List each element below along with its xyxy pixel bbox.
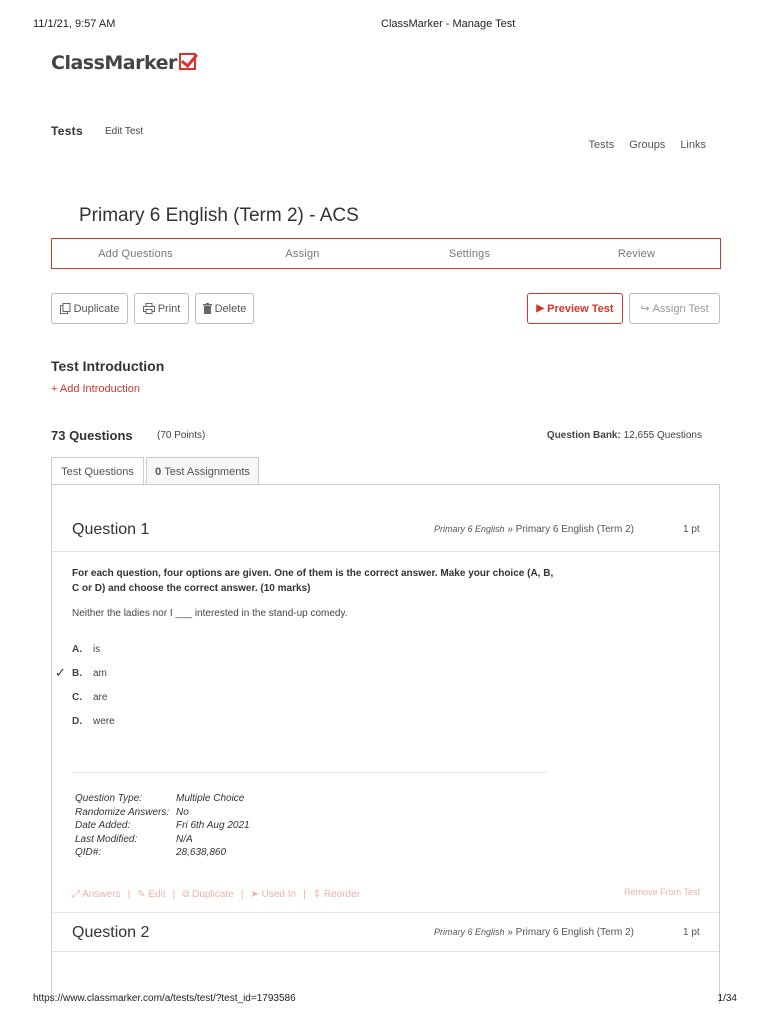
sort-icon: ⇕ (312, 889, 322, 900)
option-letter: C. (72, 692, 82, 703)
action-divider: | (172, 889, 176, 900)
page-title: Primary 6 English (Term 2) - ACS (79, 205, 359, 226)
meta-value: 28,638,860 (176, 847, 227, 858)
top-link-links[interactable]: Links (680, 139, 706, 151)
total-points: (70 Points) (157, 430, 206, 441)
tab-test-questions-label: Test Questions (61, 466, 134, 478)
category-separator: » (507, 927, 513, 938)
print-button[interactable] (134, 293, 189, 324)
breadcrumb-edit-test[interactable]: Edit Test (105, 126, 144, 137)
play-icon: ▶ (536, 303, 545, 314)
meta-key: Randomize Answers: (75, 806, 170, 818)
question-2-category-parent: Primary 6 English (434, 927, 505, 937)
question-bank[interactable] (547, 430, 702, 441)
question-bank-value: 12,655 Questions (623, 430, 702, 441)
question-1-actions (72, 889, 360, 900)
meta-row (75, 846, 250, 860)
meta-row (75, 819, 250, 833)
duplicate-action[interactable] (182, 889, 234, 900)
delete-button[interactable] (195, 293, 254, 324)
divider (72, 772, 547, 773)
correct-checkmark-icon: ✓ (55, 665, 66, 680)
meta-key: Question Type: (75, 793, 143, 804)
question-1-category-parent: Primary 6 English (434, 524, 505, 534)
printer-icon (143, 303, 155, 314)
question-bank-label: Question Bank: (546, 430, 621, 441)
option-d (72, 716, 115, 727)
share-arrow-icon: ↪ (640, 303, 650, 315)
meta-value: Multiple Choice (176, 793, 245, 804)
option-letter: D. (72, 716, 82, 727)
option-text: am (93, 668, 107, 679)
question-1-instruction: For each question, four options are given. One of them is the correct answer. Make your choice (A, B, C or D) and choose the correct answer. (10 marks) (72, 568, 554, 594)
footer-url: https://www.classmarker.com/a/tests/test/?test_id=1793586 (33, 993, 296, 1004)
trash-icon (203, 303, 212, 314)
option-b (72, 668, 107, 679)
top-link-tests[interactable]: Tests (588, 139, 615, 151)
question-count: 73 Questions (51, 428, 133, 443)
duplicate-label: Duplicate (73, 302, 120, 315)
print-datetime: 11/1/21, 9:57 AM (33, 18, 116, 30)
step-review[interactable]: Review (617, 247, 656, 260)
remove-from-test-link[interactable]: Remove From Test (624, 887, 700, 897)
action-divider: | (127, 889, 131, 900)
tab-test-assignments-label: Test Assignments (164, 465, 250, 478)
pencil-icon: ⤢ (72, 889, 80, 900)
logo-text: ClassMarker (51, 52, 177, 74)
option-text: is (93, 644, 101, 655)
action-divider: | (240, 889, 244, 900)
category-separator: » (507, 524, 513, 535)
answers-label: Answers (82, 889, 121, 900)
nav-tests[interactable]: Tests (51, 124, 83, 138)
action-divider: | (303, 889, 306, 900)
step-assign[interactable]: Assign (285, 247, 320, 260)
question-1-title: Question 1 (72, 521, 150, 538)
meta-value: N/A (176, 833, 193, 845)
option-c (72, 692, 107, 703)
tab-test-questions[interactable] (51, 457, 144, 486)
assign-test-label: Assign Test (652, 302, 709, 315)
add-introduction-link[interactable]: + Add Introduction (51, 383, 140, 395)
meta-key: QID#: (75, 847, 102, 858)
edit-action[interactable] (137, 889, 165, 900)
print-label: Print (157, 302, 181, 315)
step-add-questions[interactable]: Add Questions (98, 247, 173, 260)
option-text: are (93, 692, 108, 703)
question-1-points: 1 pt (683, 524, 700, 535)
top-link-groups[interactable]: Groups (629, 139, 666, 151)
meta-key: Date Added: (75, 820, 131, 831)
option-letter: A. (72, 644, 82, 655)
edit-icon: ✎ (137, 889, 146, 900)
classmarker-logo[interactable] (51, 52, 196, 74)
edit-label: Edit (148, 889, 166, 900)
question-1-category-name: Primary 6 English (Term 2) (515, 524, 635, 535)
preview-test-button[interactable] (527, 293, 623, 324)
step-settings[interactable]: Settings (448, 247, 491, 260)
reorder-label: Reorder (323, 889, 361, 900)
duplicate-button[interactable] (51, 293, 128, 324)
used-in-action[interactable] (250, 889, 296, 900)
option-text: were (93, 716, 115, 727)
option-letter: B. (72, 668, 82, 679)
checkmark-logo-icon (179, 53, 196, 70)
question-1-category[interactable] (434, 524, 634, 535)
question-1-meta (75, 792, 250, 860)
print-page-title: ClassMarker - Manage Test (381, 18, 516, 30)
assign-test-button[interactable] (629, 293, 720, 324)
test-introduction-heading: Test Introduction (51, 358, 165, 374)
tab-test-assignments[interactable] (146, 457, 259, 485)
used-in-label: Used In (261, 889, 297, 900)
meta-row (75, 792, 250, 806)
copy-icon (60, 303, 71, 314)
meta-value: No (176, 806, 189, 818)
send-icon: ➤ (250, 889, 259, 900)
footer-page-number: 1/34 (717, 993, 737, 1004)
preview-test-label: Preview Test (547, 302, 614, 315)
question-2-points: 1 pt (683, 927, 700, 938)
question-2-title: Question 2 (72, 924, 150, 941)
option-a (72, 644, 100, 655)
assignment-count: 0 (155, 465, 162, 478)
meta-value: Fri 6th Aug 2021 (176, 820, 250, 831)
question-1-stem: Neither the ladies nor I ___ interested in the stand-up comedy. (72, 608, 348, 619)
duplicate-action-label: Duplicate (192, 889, 234, 900)
delete-label: Delete (214, 302, 247, 315)
reorder-action[interactable] (313, 889, 360, 900)
meta-row (75, 806, 250, 820)
meta-row (75, 833, 250, 847)
top-links (589, 139, 706, 151)
meta-key: Last Modified: (75, 833, 138, 845)
step-tabs (51, 238, 721, 269)
copy-icon: ⧉ (182, 889, 190, 900)
question-2-category-name: Primary 6 English (Term 2) (515, 927, 635, 938)
question-2-category[interactable] (434, 927, 634, 938)
answers-action[interactable] (72, 889, 121, 900)
